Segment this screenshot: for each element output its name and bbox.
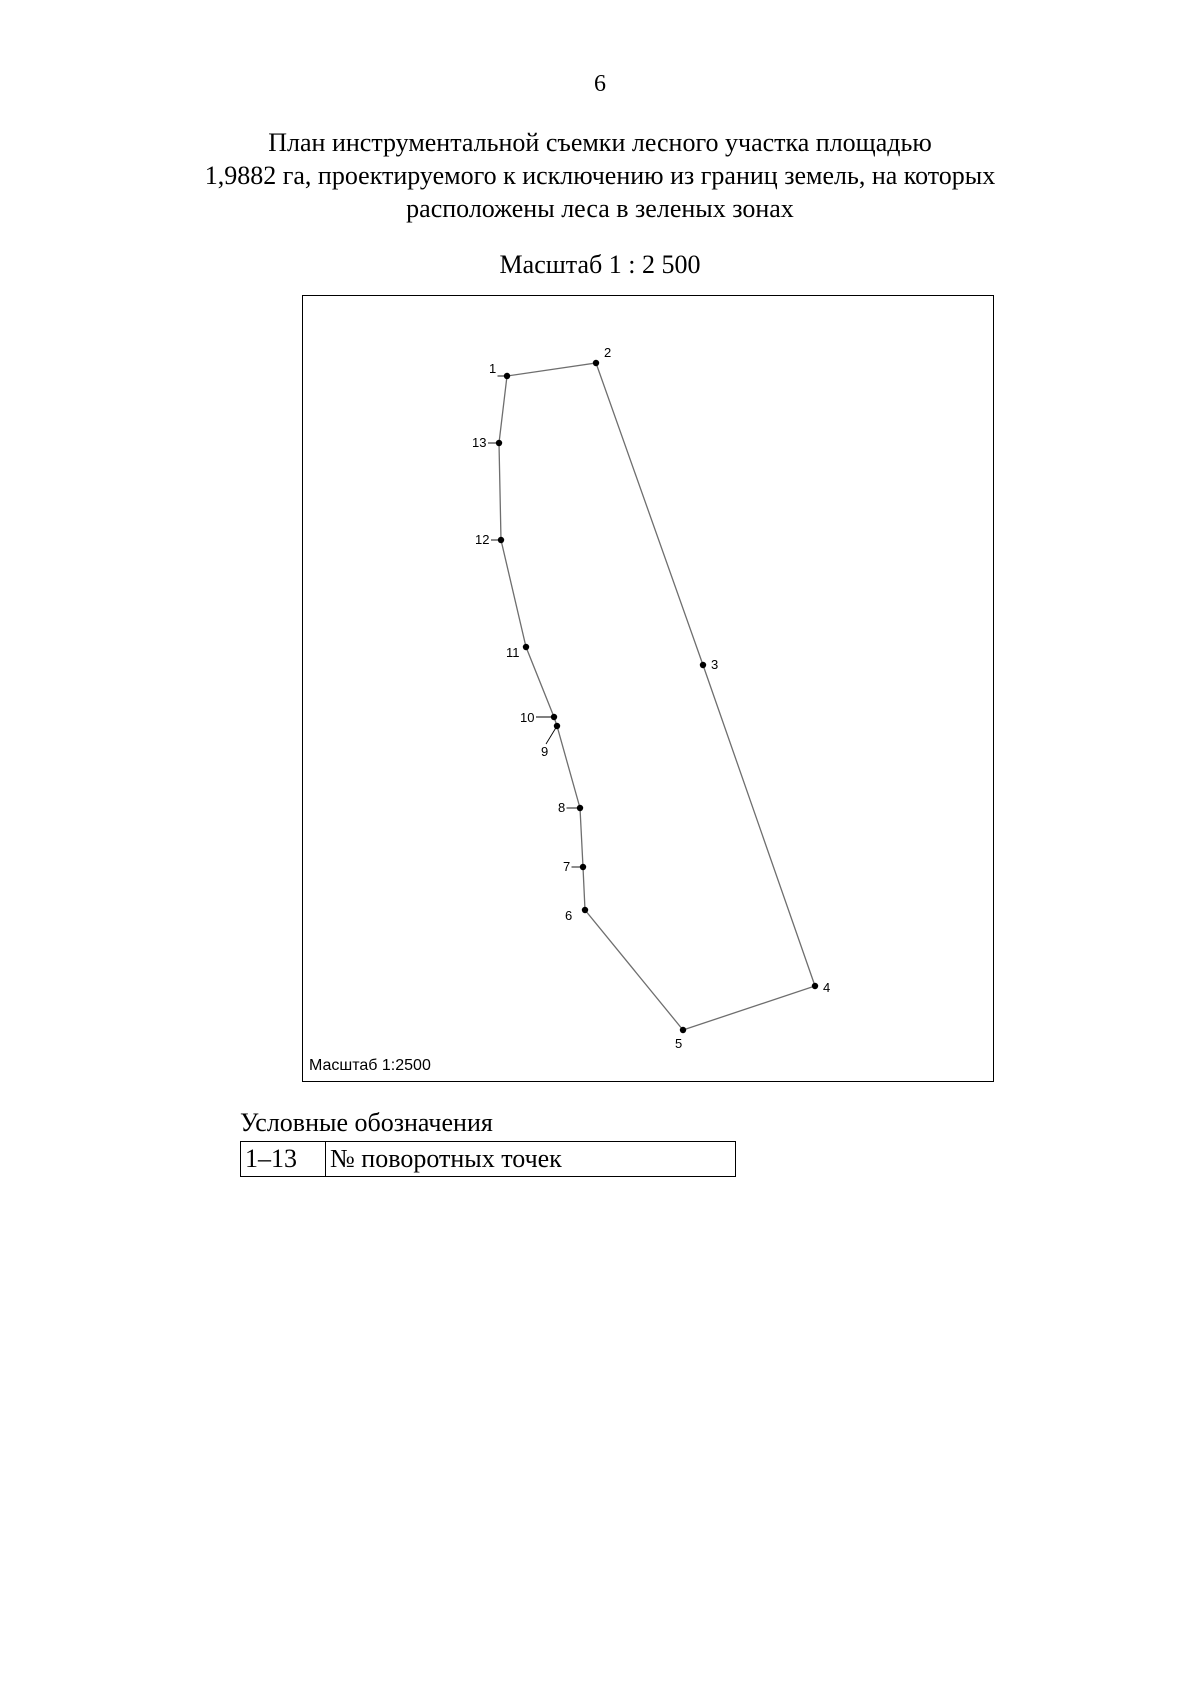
turning-point-9-label: 9: [541, 744, 549, 759]
turning-point-11-marker: [523, 644, 529, 650]
turning-point-2-marker: [593, 360, 599, 366]
title-line-2: 1,9882 га, проектируемого к исключению из границ земель, на которых: [204, 161, 996, 190]
turning-point-7-marker: [580, 864, 586, 870]
turning-point-1-marker: [504, 373, 510, 379]
parcel-boundary-line: [499, 363, 815, 1030]
map-scale-label: Масштаб 1:2500: [309, 1057, 431, 1074]
turning-point-3-marker: [700, 662, 706, 668]
turning-point-9-marker: [554, 723, 560, 729]
legend-title: Условные обозначения: [240, 1108, 493, 1137]
turning-point-12-label: 12: [475, 532, 490, 547]
scale-heading: Масштаб 1 : 2 500: [499, 250, 701, 279]
title-line-3: расположены леса в зеленых зонах: [406, 194, 794, 223]
turning-point-6-marker: [582, 907, 588, 913]
turning-point-13-marker: [496, 440, 502, 446]
legend-row: [241, 1142, 736, 1177]
turning-point-4-label: 4: [823, 980, 831, 995]
turning-point-4-marker: [812, 983, 818, 989]
turning-point-6-label: 6: [565, 908, 573, 923]
turning-point-10-label: 10: [520, 710, 535, 725]
turning-point-2-label: 2: [604, 345, 612, 360]
page-number: 6: [594, 71, 606, 97]
turning-point-3-label: 3: [711, 657, 719, 672]
turning-point-5-marker: [680, 1027, 686, 1033]
parcel-boundary-drawing: [303, 296, 993, 1081]
turning-point-1-label: 1: [489, 361, 497, 376]
turning-point-10-marker: [551, 714, 557, 720]
legend-range: 1–13: [241, 1142, 326, 1177]
turning-point-12-marker: [498, 537, 504, 543]
turning-point-8-marker: [577, 805, 583, 811]
turning-point-13-label: 13: [472, 435, 487, 450]
turning-point-7-label: 7: [563, 859, 571, 874]
turning-point-11-label: 11: [506, 645, 520, 660]
legend-table: [240, 1141, 736, 1177]
legend-description: № поворотных точек: [326, 1142, 736, 1177]
survey-plan-map: [302, 295, 994, 1082]
turning-point-8-label: 8: [558, 800, 566, 815]
turning-point-5-label: 5: [675, 1036, 683, 1051]
title-line-1: План инструментальной съемки лесного участка площадью: [268, 128, 932, 157]
document-title: [150, 126, 1050, 225]
